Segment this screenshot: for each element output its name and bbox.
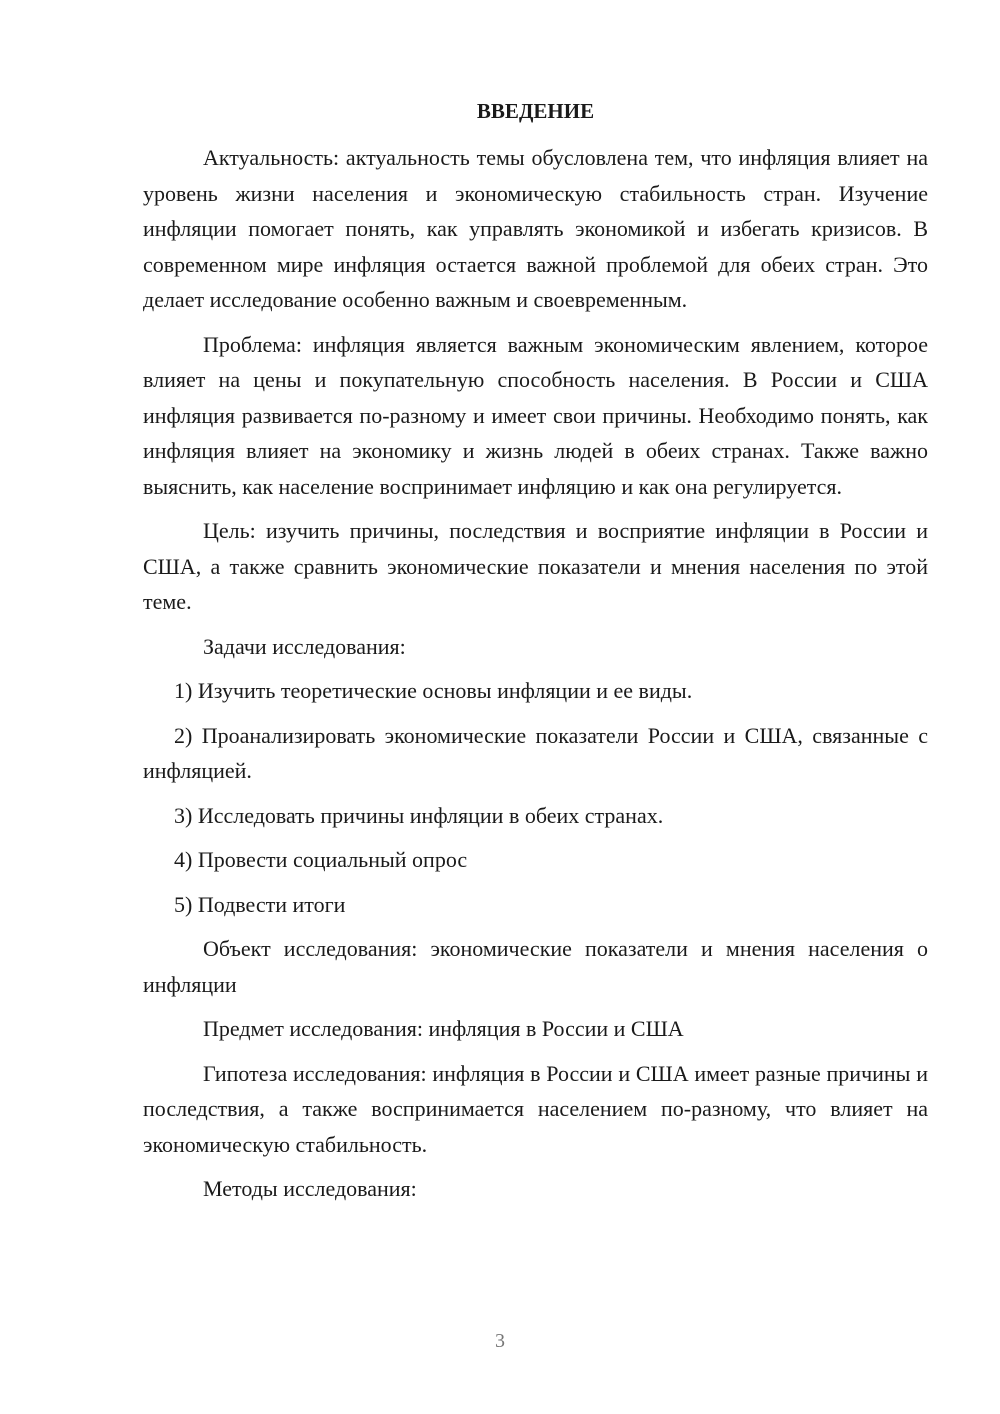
task-item-2: 2) Проанализировать экономические показатели России и США, связанные с инфляцией. bbox=[143, 722, 928, 783]
paragraph-subject: Предмет исследования: инфляция в России и США bbox=[203, 1016, 684, 1041]
task-item-3: 3) Исследовать причины инфляции в обеих странах. bbox=[174, 802, 664, 828]
section-title: ВВЕДЕНИЕ bbox=[476, 99, 595, 123]
page-number: 3 bbox=[495, 1330, 505, 1352]
task-item-1: 1) Изучить теоретические основы инфляции и ее виды. bbox=[174, 678, 693, 703]
paragraph-object: Объект исследования: экономические показатели и мнения населения о инфляции bbox=[143, 936, 928, 997]
paragraph-hypothesis: Гипотеза исследования: инфляция в России и США имеет разные причины и последствия, а также воспринимается населением по-разному, что влияет на экономическую стабильность. bbox=[143, 1060, 928, 1157]
paragraph-relevance: Актуальность: актуальность темы обусловлена тем, что инфляция влияет на уровень жизни населения и экономическую стабильность стран. Изучение инфляции помогает понять, как управлять экономикой и избегать кризисов. В современном мире инфляция остается важной проблемой для обеих стран. Это делает исследование особенно важным и своевременным. bbox=[143, 145, 928, 312]
paragraph-tasks-heading: Задачи исследования: bbox=[203, 633, 406, 659]
task-item-4: 4) Провести социальный опрос bbox=[174, 847, 468, 872]
task-item-5: 5) Подвести итоги bbox=[174, 891, 346, 917]
paragraph-methods: Методы исследования: bbox=[203, 1176, 417, 1201]
paragraph-problem: Проблема: инфляция является важным экономическим явлением, которое влияет на цены и покупательную способность населения. В России и США инфляция развивается по-разному и имеет свои причины. Необходимо понять, как инфляция влияет на экономику и жизнь людей в обеих странах. Также важно выяснить, как население воспринимает инфляцию и как она регулируется. bbox=[143, 331, 928, 499]
paragraph-goal: Цель: изучить причины, последствия и восприятие инфляции в России и США, а также сравнить экономические показатели и мнения населения по этой теме. bbox=[143, 518, 928, 614]
document-page bbox=[143, 96, 928, 1216]
